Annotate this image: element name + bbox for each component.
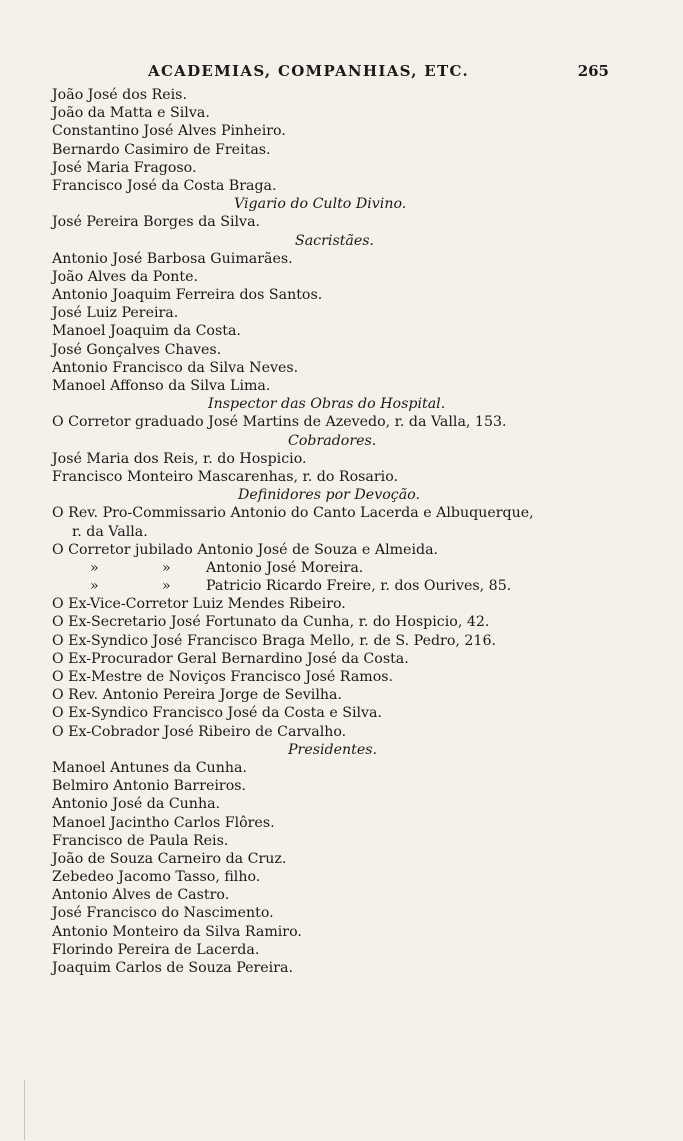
list-item: Francisco de Paula Reis. bbox=[52, 832, 229, 849]
ditto-row bbox=[52, 577, 632, 595]
list-item: O Corretor jubilado Antonio José de Souza e Almeida. bbox=[52, 541, 439, 558]
list-item: Constantino José Alves Pinheiro. bbox=[52, 123, 286, 140]
list-item: Zebedeo Jacomo Tasso, filho. bbox=[52, 869, 261, 886]
section-heading-presidentes: Presidentes. bbox=[288, 741, 378, 758]
list-item: Manoel Antunes da Cunha. bbox=[52, 759, 247, 776]
list-item: Bernardo Casimiro de Freitas. bbox=[52, 141, 271, 158]
list-item: Antonio José Moreira. bbox=[206, 559, 364, 576]
list-item: O Ex-Vice-Corretor Luiz Mendes Ribeiro. bbox=[52, 596, 346, 613]
page-number: 265 bbox=[577, 62, 609, 80]
list-item: Florindo Pereira de Lacerda. bbox=[52, 941, 260, 958]
list-item: João Alves da Ponte. bbox=[52, 268, 199, 285]
list-item: Antonio Francisco da Silva Neves. bbox=[52, 359, 299, 376]
list-item: O Ex-Secretario José Fortunato da Cunha, r. do Hospicio, 42. bbox=[52, 614, 490, 631]
page-header bbox=[0, 60, 683, 84]
list-item: O Rev. Antonio Pereira Jorge de Sevilha. bbox=[52, 687, 342, 704]
ditto-row bbox=[52, 559, 632, 577]
list-item: João de Souza Carneiro da Cruz. bbox=[52, 850, 287, 867]
ditto-mark: » bbox=[162, 578, 171, 595]
list-item: Patricio Ricardo Freire, r. dos Ourives, 85. bbox=[206, 578, 512, 595]
section-heading-inspector: Inspector das Obras do Hospital. bbox=[208, 396, 446, 413]
list-item: José Maria dos Reis, r. do Hospicio. bbox=[52, 450, 307, 467]
list-item: Belmiro Antonio Barreiros. bbox=[52, 778, 247, 795]
list-item: José Pereira Borges da Silva. bbox=[52, 214, 261, 231]
list-item: O Ex-Procurador Geral Bernardino José da Costa. bbox=[52, 650, 409, 667]
list-item: Manoel Affonso da Silva Lima. bbox=[52, 378, 271, 394]
list-item: O Corretor graduado José Martins de Azevedo, r. da Valla, 153. bbox=[52, 414, 507, 431]
page-body bbox=[52, 86, 632, 977]
list-item: Joaquim Carlos de Souza Pereira. bbox=[52, 960, 293, 976]
list-item: O Ex-Mestre de Noviços Francisco José Ramos. bbox=[52, 669, 394, 685]
ditto-mark: » bbox=[90, 559, 99, 576]
list-item: Antonio José da Cunha. bbox=[52, 796, 221, 813]
list-item: João da Matta e Silva. bbox=[52, 105, 210, 122]
list-item: Manoel Joaquim da Costa. bbox=[52, 323, 241, 340]
list-item: José Luiz Pereira. bbox=[52, 305, 179, 322]
margin-rule bbox=[24, 1080, 25, 1140]
list-item: Antonio Joaquim Ferreira dos Santos. bbox=[52, 287, 323, 304]
section-heading-vigario: Vigario do Culto Divino. bbox=[234, 196, 407, 213]
list-item-continuation: r. da Valla. bbox=[72, 523, 148, 540]
list-item: José Gonçalves Chaves. bbox=[52, 341, 222, 358]
list-item: O Ex-Syndico José Francisco Braga Mello, r. de S. Pedro, 216. bbox=[52, 632, 496, 649]
list-item: José Maria Fragoso. bbox=[52, 159, 197, 176]
ditto-mark: » bbox=[162, 559, 171, 576]
list-item: O Ex-Syndico Francisco José da Costa e Silva. bbox=[52, 705, 383, 722]
ditto-mark: » bbox=[90, 578, 99, 595]
list-item: Antonio Monteiro da Silva Ramiro. bbox=[52, 923, 302, 940]
list-item: O Rev. Pro-Commissario Antonio do Canto Lacerda e Albuquerque, bbox=[52, 505, 534, 522]
list-item: Francisco Monteiro Mascarenhas, r. do Rosario. bbox=[52, 468, 398, 485]
section-heading-cobradores: Cobradores. bbox=[288, 432, 377, 449]
section-heading-definidores: Definidores por Devoção. bbox=[238, 487, 420, 504]
list-item: Antonio José Barbosa Guimarães. bbox=[52, 250, 293, 267]
list-item: Manoel Jacintho Carlos Flôres. bbox=[52, 814, 275, 831]
list-item: O Ex-Cobrador José Ribeiro de Carvalho. bbox=[52, 723, 347, 740]
list-item: Antonio Alves de Castro. bbox=[52, 887, 230, 904]
running-title: ACADEMIAS, COMPANHIAS, ETC. bbox=[148, 62, 469, 80]
list-item: José Francisco do Nascimento. bbox=[52, 905, 274, 922]
list-item: Francisco José da Costa Braga. bbox=[52, 177, 277, 194]
list-item: João José dos Reis. bbox=[52, 87, 187, 103]
section-heading-sacristaes: Sacristães. bbox=[295, 232, 375, 249]
